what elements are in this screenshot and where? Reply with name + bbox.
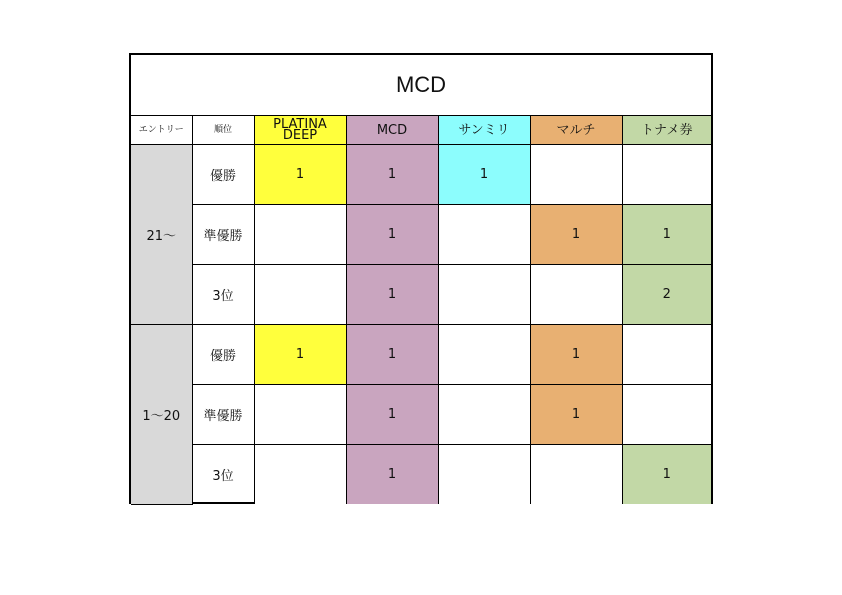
value-cell xyxy=(530,445,622,505)
value-cell: 1 xyxy=(346,445,438,505)
value-cell xyxy=(438,325,530,385)
value-cell: 1 xyxy=(530,385,622,445)
rank-cell: 準優勝 xyxy=(192,205,254,265)
table-row xyxy=(131,205,711,265)
value-cell xyxy=(254,205,346,265)
header-platina-deep-line2: DEEP xyxy=(282,128,318,143)
header-row xyxy=(131,116,711,145)
value-cell xyxy=(438,445,530,505)
value-cell: 1 xyxy=(346,205,438,265)
value-cell xyxy=(254,445,346,505)
rank-cell: 優勝 xyxy=(192,325,254,385)
rank-cell: 準優勝 xyxy=(192,385,254,445)
value-cell xyxy=(622,385,711,445)
table-row xyxy=(131,145,711,205)
table-row xyxy=(131,265,711,325)
results-table xyxy=(131,116,711,505)
value-cell: 1 xyxy=(438,145,530,205)
table-row xyxy=(131,385,711,445)
table-row xyxy=(131,445,711,505)
header-platina-deep xyxy=(254,116,346,145)
value-cell: 1 xyxy=(346,325,438,385)
value-cell: 1 xyxy=(346,145,438,205)
header-sanmiri: サンミリ xyxy=(438,116,530,145)
sheet-title: MCD xyxy=(131,55,711,116)
value-cell xyxy=(254,385,346,445)
value-cell xyxy=(438,385,530,445)
value-cell: 1 xyxy=(622,445,711,505)
value-cell: 1 xyxy=(254,145,346,205)
value-cell: 1 xyxy=(530,325,622,385)
value-cell xyxy=(438,265,530,325)
value-cell: 2 xyxy=(622,265,711,325)
value-cell xyxy=(622,145,711,205)
value-cell xyxy=(622,325,711,385)
rank-cell: 優勝 xyxy=(192,145,254,205)
header-maruchi: マルチ xyxy=(530,116,622,145)
header-rank: 順位 xyxy=(192,116,254,145)
value-cell: 1 xyxy=(622,205,711,265)
value-cell: 1 xyxy=(530,205,622,265)
header-mcd: MCD xyxy=(346,116,438,145)
value-cell: 1 xyxy=(254,325,346,385)
header-entry: エントリー xyxy=(131,116,192,145)
header-tonameken: トナメ券 xyxy=(622,116,711,145)
rank-cell: 3位 xyxy=(192,265,254,325)
value-cell xyxy=(438,205,530,265)
table-row xyxy=(131,325,711,385)
entry-cell-21-plus: 21～ xyxy=(131,145,192,325)
header-platina-deep-line1: PLATINA xyxy=(273,117,327,132)
entry-cell-1-20: 1～20 xyxy=(131,325,192,505)
value-cell xyxy=(254,265,346,325)
value-cell xyxy=(530,145,622,205)
value-cell: 1 xyxy=(346,385,438,445)
results-sheet xyxy=(129,53,713,504)
rank-cell: 3位 xyxy=(192,445,254,505)
value-cell: 1 xyxy=(346,265,438,325)
value-cell xyxy=(530,265,622,325)
